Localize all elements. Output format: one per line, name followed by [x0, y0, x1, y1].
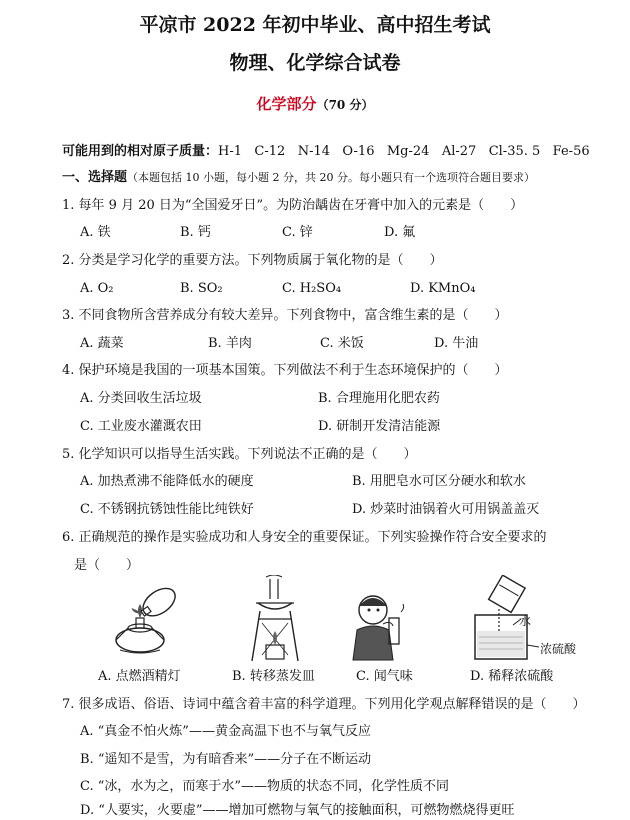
option-d: D. 稀释浓硫酸 [470, 669, 554, 684]
option-b: B. 合理施用化肥农药 [318, 391, 440, 406]
atomic-mass-line [62, 143, 590, 161]
option-a: A. 铁 [80, 225, 111, 240]
option-b: B. 羊肉 [208, 336, 252, 351]
option-c: C. 闻气味 [356, 669, 413, 684]
section-score: （70 分） [316, 98, 374, 112]
option-c: C. 锌 [282, 225, 313, 240]
option-c: C. 米饭 [320, 336, 364, 351]
option-b: B. “遥知不是雪，为有暗香来”——分子在不断运动 [80, 752, 372, 767]
section-title [0, 93, 630, 114]
option-a: A. 分类回收生活垃圾 [80, 391, 202, 406]
water-label: 水 [519, 614, 532, 628]
option-b: B. 用肥皂水可区分硬水和软水 [352, 474, 526, 489]
option-a: A. 蔬菜 [80, 336, 124, 351]
option-a: A. O₂ [80, 281, 114, 296]
option-c: C. “冰，水为之，而寒于水”——物质的状态不同，化学性质不同 [80, 779, 450, 794]
exam-subtitle: 物理、化学综合试卷 [229, 52, 401, 74]
option-d: D. 炒菜时油锅着火可用锅盖盖灭 [352, 502, 540, 517]
option-d: D. 氟 [384, 225, 416, 240]
question-stem: 5. 化学知识可以指导生活实践。下列说法不正确的是（ ） [62, 447, 417, 462]
option-a: A. 点燃酒精灯 [98, 669, 181, 684]
option-c: C. H₂SO₄ [282, 281, 342, 296]
exam-title: 平凉市 2022 年初中毕业、高中招生考试 [139, 14, 491, 36]
option-b: B. 钙 [180, 225, 211, 240]
part-heading-note: （本题包括 10 小题，每小题 2 分，共 20 分。每小题只有一个选项符合题目要求） [127, 171, 535, 184]
option-d: D. 牛油 [434, 336, 479, 351]
alcohol-lamp-figure [100, 580, 190, 660]
question-stem: 7. 很多成语、俗语、诗词中蕴含着丰富的科学道理。下列用化学观点解释错误的是（ ） [62, 697, 586, 712]
question-stem: 4. 保护环境是我国的一项基本国策。下列做法不利于生态环境保护的（ ） [62, 363, 508, 378]
atomic-mass-label: 可能用到的相对原子质量： [62, 144, 219, 159]
option-d: D. KMnO₄ [410, 281, 476, 296]
question-stem: 1. 每年 9 月 20 日为“全国爱牙日”。为防治龋齿在牙膏中加入的元素是（ ） [62, 198, 524, 213]
evaporating-dish-figure [240, 575, 310, 663]
option-b: B. SO₂ [180, 281, 223, 296]
option-b: B. 转移蒸发皿 [232, 669, 315, 684]
option-c: C. 不锈钢抗锈蚀性能比纯铁好 [80, 502, 254, 517]
option-a: A. 加热煮沸不能降低水的硬度 [80, 474, 254, 489]
part-heading [62, 169, 535, 187]
option-d: D. “人要实，火要虚”——增加可燃物与氧气的接触面积，可燃物燃烧得更旺 [80, 803, 515, 818]
acid-label: 浓硫酸 [540, 642, 577, 656]
option-d: D. 研制开发清洁能源 [318, 419, 441, 434]
atomic-mass-values: H-1 C-12 N-14 O-16 Mg-24 Al-27 Cl-35. 5 Fe-56 [218, 144, 590, 159]
smelling-figure [345, 590, 415, 662]
question-stem: 6. 正确规范的操作是实验成功和人身安全的重要保证。下列实验操作符合安全要求的 [62, 530, 547, 545]
part-heading-title: 一、选择题 [62, 170, 128, 185]
option-c: C. 工业废水灌溉农田 [80, 419, 202, 434]
question-stem-continued: 是（ ） [74, 558, 140, 573]
question-stem: 3. 不同食物所含营养成分有较大差异。下列食物中，富含维生素的是（ ） [62, 308, 508, 323]
section-name: 化学部分 [256, 95, 317, 113]
option-a: A. “真金不怕火炼”——黄金高温下也不与氧气反应 [80, 724, 371, 739]
question-stem: 2. 分类是学习化学的重要方法。下列物质属于氧化物的是（ ） [62, 253, 443, 268]
